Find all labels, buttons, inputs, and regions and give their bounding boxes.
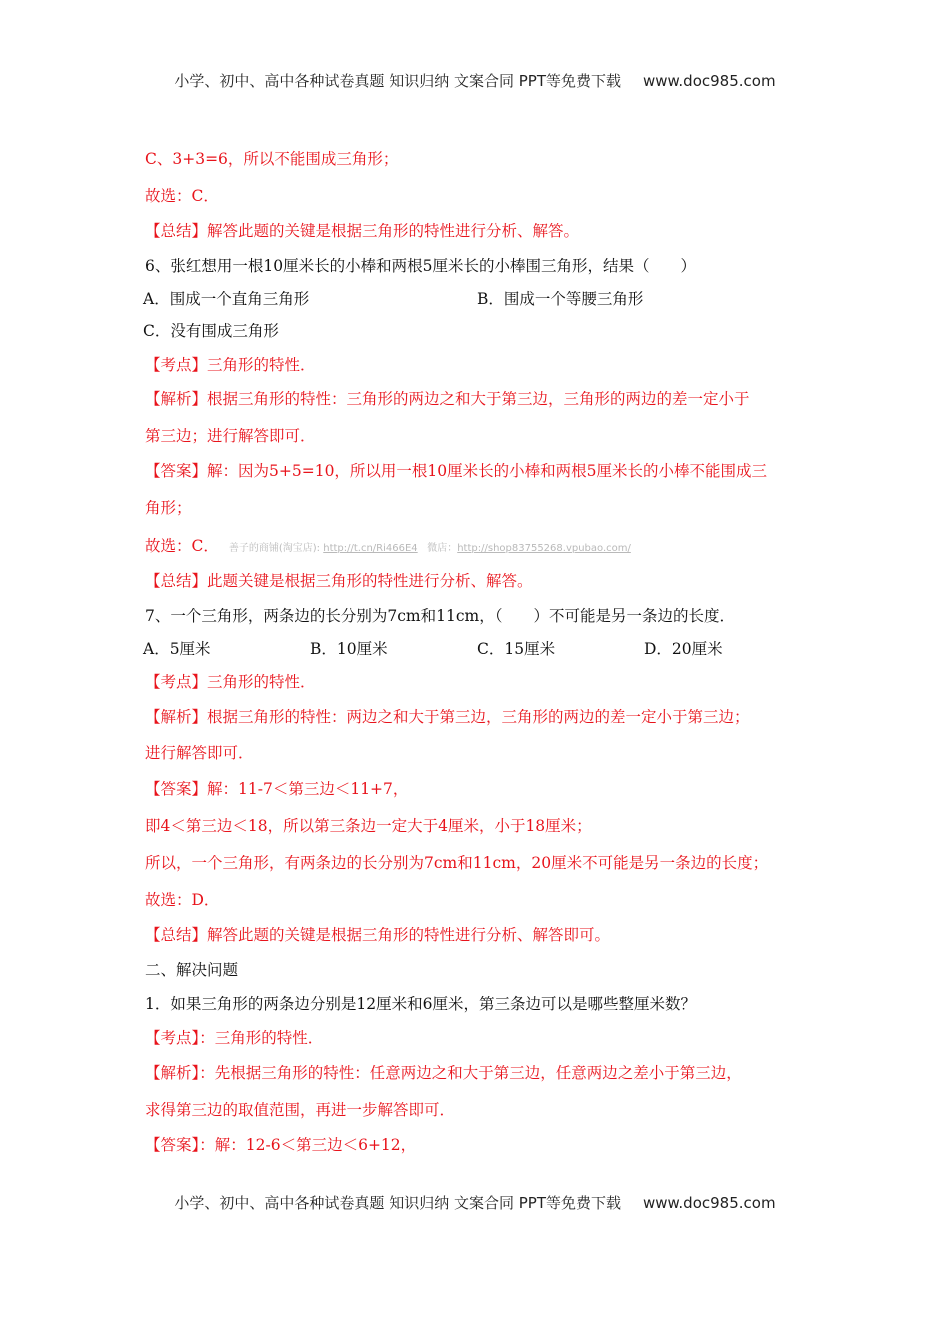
daan-text: 解：因为5+5=10，所以用一根10厘米长的小棒和两根5厘米长的小棒不能围成三 bbox=[207, 462, 768, 480]
q6-option-b: B．围成一个等腰三角形 bbox=[477, 290, 644, 308]
q5-option-c-explanation: C、3+3=6，所以不能围成三角形； bbox=[145, 150, 399, 168]
jiexi-tag: 【解析】 bbox=[145, 390, 208, 408]
kaodian-tag: 【考点】 bbox=[145, 1029, 200, 1047]
kaodian-tag: 【考点】 bbox=[145, 356, 208, 374]
section-title: 二、解决问题 bbox=[145, 961, 239, 979]
s2-kaodian bbox=[145, 1026, 323, 1048]
header-site-link[interactable]: www.doc985.com bbox=[642, 72, 776, 90]
q7-option-a: A．5厘米 bbox=[143, 640, 211, 658]
summary-text: 解答此题的关键是根据三角形的特性进行分析、解答。 bbox=[207, 222, 580, 240]
q7-jiexi-line1 bbox=[145, 705, 750, 727]
q6-summary bbox=[145, 569, 533, 591]
daan-text: 解：11-7＜第三边＜11+7， bbox=[207, 780, 409, 798]
header-text: 小学、初中、高中各种试卷真题 知识归纳 文案合同 PPT等免费下载 bbox=[174, 72, 621, 90]
s2-jiexi-line2: 求得第三边的取值范围，再进一步解答即可． bbox=[145, 1101, 456, 1119]
s2-q1-question: 1．如果三角形的两条边分别是12厘米和6厘米，第三条边可以是哪些整厘米数？ bbox=[145, 995, 696, 1013]
s2-jiexi-line1 bbox=[145, 1061, 742, 1083]
summary-text: 解答此题的关键是根据三角形的特性进行分析、解答即可。 bbox=[207, 926, 611, 944]
q6-daan-line2: 角形； bbox=[145, 499, 192, 517]
watermark-shop: 善子的商铺(淘宝店): bbox=[228, 543, 321, 554]
watermark-link-1[interactable]: http://t.cn/Ri466E4 bbox=[323, 543, 418, 554]
jiexi-tag: 【解析】 bbox=[145, 1064, 200, 1082]
q7-choose: 故选：D． bbox=[145, 891, 220, 909]
summary-tag: 【总结】 bbox=[145, 222, 208, 240]
q6-choose-line bbox=[145, 534, 631, 556]
kaodian-tag: 【考点】 bbox=[145, 673, 208, 691]
footer-text: 小学、初中、高中各种试卷真题 知识归纳 文案合同 PPT等免费下载 bbox=[174, 1194, 621, 1212]
q7-daan-line1 bbox=[145, 777, 408, 799]
q5-choose: 故选：C． bbox=[145, 187, 219, 205]
watermark bbox=[229, 543, 631, 554]
q7-option-c: C．15厘米 bbox=[477, 640, 556, 658]
jiexi-text: 根据三角形的特性：三角形的两边之和大于第三边，三角形的两边的差一定小于 bbox=[207, 390, 750, 408]
q7-question: 7、一个三角形，两条边的长分别为7cm和11cm，（ ）不可能是另一条边的长度． bbox=[145, 607, 735, 625]
footer-site-link[interactable]: www.doc985.com bbox=[642, 1194, 776, 1212]
s2-daan-line1 bbox=[145, 1133, 416, 1155]
q6-jiexi-line2: 第三边；进行解答即可． bbox=[145, 427, 316, 445]
q6-daan-line1 bbox=[145, 459, 767, 481]
summary-tag: 【总结】 bbox=[145, 572, 208, 590]
q7-daan-line2: 即4＜第三边＜18，所以第三条边一定大于4厘米，小于18厘米； bbox=[145, 817, 592, 835]
daan-tag: 【答案】 bbox=[145, 1136, 200, 1154]
q6-option-c: C．没有围成三角形 bbox=[143, 322, 279, 340]
q6-question: 6、张红想用一根10厘米长的小棒和两根5厘米长的小棒围三角形，结果（ ） bbox=[145, 257, 696, 275]
daan-tag: 【答案】 bbox=[145, 462, 208, 480]
q7-option-b: B．10厘米 bbox=[310, 640, 388, 658]
summary-tag: 【总结】 bbox=[145, 926, 208, 944]
page-footer bbox=[0, 1192, 950, 1213]
q6-option-a: A．围成一个直角三角形 bbox=[143, 290, 310, 308]
page-header bbox=[0, 70, 950, 91]
q7-summary bbox=[145, 923, 610, 945]
kaodian-text: ：三角形的特性． bbox=[199, 1029, 324, 1047]
jiexi-tag: 【解析】 bbox=[145, 708, 208, 726]
watermark-link-2[interactable]: http://shop83755268.vpubao.com/ bbox=[457, 543, 631, 554]
kaodian-text: 三角形的特性． bbox=[207, 673, 316, 691]
q7-option-d: D．20厘米 bbox=[644, 640, 723, 658]
q7-kaodian bbox=[145, 670, 316, 692]
daan-text: ：解：12-6＜第三边＜6+12， bbox=[199, 1136, 417, 1154]
kaodian-text: 三角形的特性． bbox=[207, 356, 316, 374]
jiexi-text: 根据三角形的特性：两边之和大于第三边，三角形的两边的差一定小于第三边； bbox=[207, 708, 750, 726]
q5-summary bbox=[145, 219, 579, 241]
watermark-weidian: 微店： bbox=[427, 543, 458, 554]
q6-kaodian bbox=[145, 353, 316, 375]
summary-text: 此题关键是根据三角形的特性进行分析、解答。 bbox=[207, 572, 533, 590]
jiexi-text: ：先根据三角形的特性：任意两边之和大于第三边，任意两边之差小于第三边， bbox=[199, 1064, 742, 1082]
q7-jiexi-line2: 进行解答即可． bbox=[145, 744, 254, 762]
q7-daan-line3: 所以，一个三角形，有两条边的长分别为7cm和11cm，20厘米不可能是另一条边的长度； bbox=[145, 854, 769, 872]
q6-choose: 故选：C． bbox=[145, 537, 219, 555]
daan-tag: 【答案】 bbox=[145, 780, 208, 798]
q6-jiexi-line1 bbox=[145, 387, 750, 409]
